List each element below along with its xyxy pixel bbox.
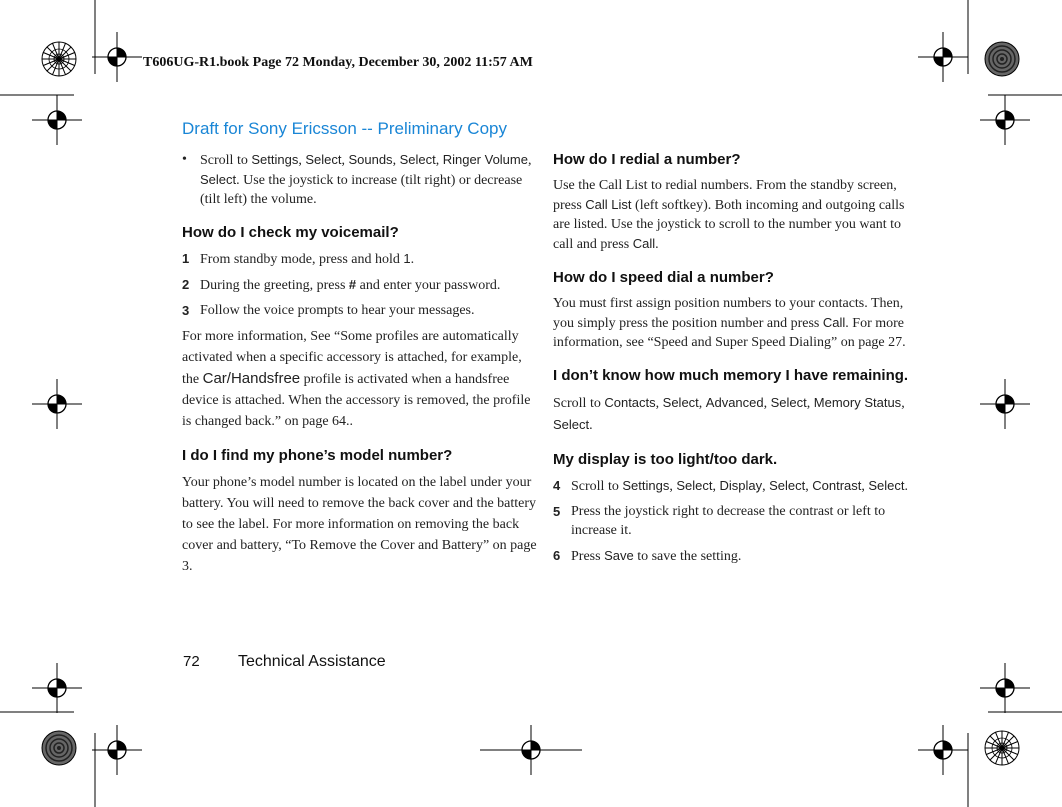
text: Scroll to bbox=[571, 479, 623, 494]
step-number: 4 bbox=[553, 478, 561, 493]
text: . bbox=[589, 418, 593, 433]
display-step-5 bbox=[553, 502, 909, 540]
ui-term: Display bbox=[719, 478, 763, 493]
ui-term: Call bbox=[632, 236, 656, 251]
redial-paragraph bbox=[553, 176, 909, 254]
memory-paragraph bbox=[553, 392, 909, 436]
text: , bbox=[392, 153, 400, 168]
text: . bbox=[904, 479, 909, 494]
ui-term: Select bbox=[553, 417, 590, 432]
text: , bbox=[298, 153, 306, 168]
step-number: 1 bbox=[182, 251, 190, 266]
voicemail-step-2 bbox=[182, 275, 538, 295]
ui-term: Select bbox=[769, 478, 806, 493]
text: , bbox=[669, 479, 677, 494]
ui-term: Select bbox=[868, 478, 905, 493]
right-column bbox=[553, 150, 909, 572]
text: During the greeting, press bbox=[200, 278, 349, 293]
ui-term: Save bbox=[604, 548, 634, 563]
text: Scroll to bbox=[553, 396, 605, 411]
redial-heading: How do I redial a number? bbox=[553, 151, 741, 168]
text: Press bbox=[571, 549, 605, 564]
text: and enter your password. bbox=[356, 278, 501, 293]
text: , bbox=[763, 396, 771, 411]
display-heading: My display is too light/too dark. bbox=[553, 451, 778, 468]
model-heading: I do I find my phone’s model number? bbox=[182, 447, 453, 464]
text: (left softkey). Both incoming and outgoing calls are listed. Use the joystick to scroll to the number you want to call and press bbox=[553, 198, 905, 252]
text: You must first assign position numbers to your contacts. Then, you simply press the position number and press bbox=[553, 296, 904, 331]
text: , bbox=[655, 396, 663, 411]
text: Scroll to bbox=[200, 153, 252, 168]
step-number: 3 bbox=[182, 303, 190, 318]
text: , bbox=[806, 396, 814, 411]
model-paragraph: Your phone’s model number is located on the label under your battery. You will need to remove the back cover and the battery to see the label. For more information on removing the back cover and battery, “To Remove the Cover and Battery” on page 3. bbox=[182, 475, 537, 574]
ui-term: Ringer Volume bbox=[442, 152, 528, 167]
text: to save the setting. bbox=[633, 549, 742, 564]
ui-term: Contrast bbox=[812, 478, 862, 493]
text: , bbox=[698, 396, 706, 411]
page-number: 72 bbox=[183, 653, 200, 670]
step-number: 5 bbox=[553, 504, 561, 519]
profiles-paragraph bbox=[182, 326, 538, 432]
draft-banner: Draft for Sony Ericsson -- Preliminary Copy bbox=[182, 119, 507, 138]
ui-term: Select bbox=[305, 152, 342, 167]
ui-term: Advanced bbox=[705, 395, 764, 410]
memory-heading: I don’t know how much memory I have remaining. bbox=[553, 367, 909, 384]
text: . bbox=[410, 252, 415, 267]
step-number: 2 bbox=[182, 277, 190, 292]
ui-term: Select bbox=[399, 152, 436, 167]
section-title: Technical Assistance bbox=[238, 653, 386, 670]
text: . bbox=[655, 237, 659, 252]
text: . For more information, see “Speed and Super Speed Dialing” on page 27. bbox=[553, 316, 906, 350]
voicemail-heading: How do I check my voicemail? bbox=[182, 224, 399, 241]
bullet-dot: • bbox=[182, 152, 187, 167]
text: Follow the voice prompts to hear your messages. bbox=[200, 303, 475, 318]
text: Press the joystick right to decrease the contrast or left to increase it. bbox=[571, 504, 886, 538]
text: , bbox=[901, 396, 905, 411]
text: , bbox=[341, 153, 349, 168]
ui-term: # bbox=[348, 277, 357, 292]
text: , bbox=[435, 153, 443, 168]
speed-dial-heading: How do I speed dial a number? bbox=[553, 269, 774, 286]
ui-term: Contacts bbox=[604, 395, 656, 410]
print-header: T606UG-R1.book Page 72 Monday, December 30, 2002 11:57 AM bbox=[143, 55, 533, 70]
text: For more information, See “Some profiles are automatically activated when a specific accessory is attached, for example, the bbox=[182, 329, 522, 387]
text: profile is activated when a handsfree device is attached. When the accessory is removed, the profile is changed back.” on page 64.. bbox=[182, 372, 531, 429]
ui-term: Memory Status bbox=[813, 395, 902, 410]
ui-term: Car/Handsfree bbox=[202, 370, 301, 387]
ui-term: Call bbox=[822, 315, 846, 330]
voicemail-step-3 bbox=[182, 301, 538, 320]
text: , bbox=[762, 479, 770, 494]
ui-term: Settings bbox=[622, 478, 670, 493]
left-column bbox=[182, 150, 538, 587]
ui-term: 1 bbox=[403, 251, 411, 266]
ui-term: Select bbox=[662, 395, 699, 410]
display-step-4 bbox=[553, 476, 909, 496]
text: , bbox=[861, 479, 869, 494]
voicemail-step-1 bbox=[182, 249, 538, 269]
ui-term: Settings bbox=[251, 152, 299, 167]
ui-term: Select bbox=[770, 395, 807, 410]
ui-term: Call List bbox=[585, 197, 632, 212]
ui-term: Select bbox=[676, 478, 713, 493]
text: , bbox=[805, 479, 813, 494]
text: From standby mode, press and hold bbox=[200, 252, 404, 267]
ui-term: Select bbox=[200, 172, 237, 187]
text: Use the Call List to redial numbers. From the standby screen, press bbox=[553, 178, 897, 213]
step-number: 6 bbox=[553, 548, 561, 563]
text: . Use the joystick to increase (tilt right) or decrease (tilt left) the volume. bbox=[200, 173, 523, 207]
display-step-6 bbox=[553, 546, 909, 566]
speed-dial-paragraph bbox=[553, 294, 909, 352]
ui-term: Sounds bbox=[348, 152, 393, 167]
text: , bbox=[527, 153, 532, 168]
text: , bbox=[712, 479, 720, 494]
volume-bullet bbox=[182, 150, 538, 209]
